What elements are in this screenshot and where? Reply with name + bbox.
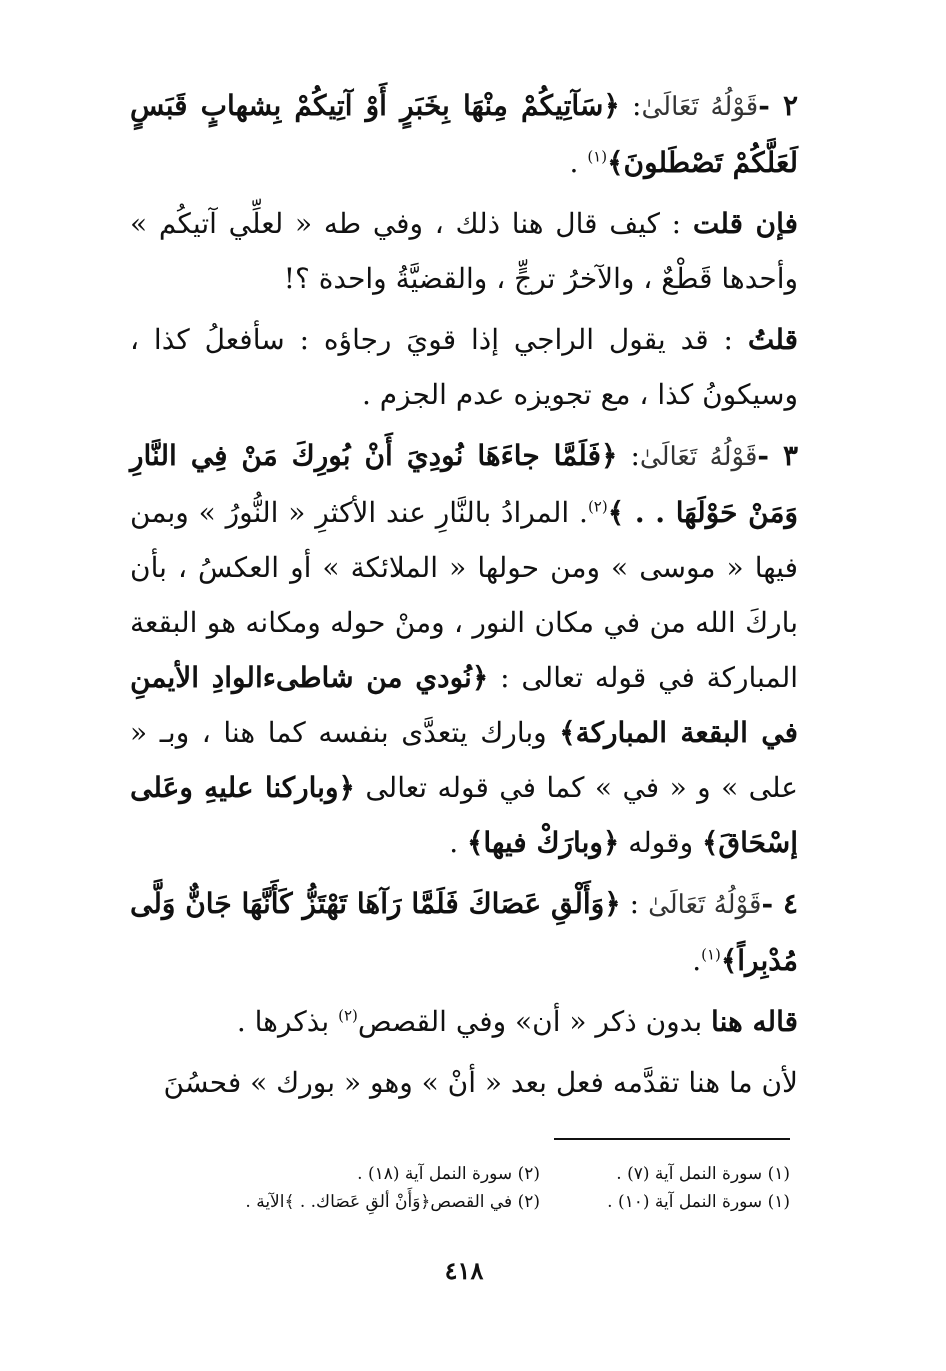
verse-formula: قَوْلُهُ تَعَالَىٰ <box>639 442 758 472</box>
sentence-end: . <box>449 826 468 859</box>
page-number: ٤١٨ <box>444 1256 484 1285</box>
item-number: ٢ - <box>758 89 798 122</box>
paragraph-explanation <box>130 994 798 1049</box>
question-text: : كيف قال هنا ذلك ، وفي طه « لعلِّي آتيكُم » وأحدها قَطْعٌ ، والآخرُ ترجٍّ ، والقضيَّةُ واحدة ؟! <box>130 207 798 295</box>
footnotes <box>150 1160 790 1216</box>
paragraph-reason <box>130 1055 798 1110</box>
verse-formula: قَوْلُهُ تَعَالَىٰ <box>648 890 762 920</box>
paragraph-question <box>130 196 798 306</box>
commentary-text: وبارك يتعدَّى بنفسه كما هنا ، وبـ « على » و « في » كما في قوله تعالى <box>130 716 798 804</box>
footnote-row <box>150 1188 790 1216</box>
colon: : <box>620 887 649 920</box>
footnote-ref: (١) <box>701 945 721 964</box>
answer-lead: قلتُ <box>747 323 798 356</box>
explanation-text: بدون ذكر « أن» وفي القصص <box>357 1005 712 1038</box>
paragraph-verse-3: ٣ -قَوْلُهُ تَعَالَىٰ: ﴿فَلَمَّا جاءَهَا نُودِيَ أَنْ بُورِكَ مَنْ فِي النَّارِ وَمَنْ حَوْلَهَا . . ﴾$^{(٢)}$. المرادُ بالنَّارِ عند الأكثرِ « النُّورُ » وبمن فيها « موسى » ومن حولها « الملائكة » أو العكسُ ، بأن باركَ الله من في مكان النور ، ومنْ حوله ومكانه هو البقعة المباركة في قوله تعالى : ﴿نُودي من شاطىءالوادِ الأيمنِ في البقعة المباركة﴾ وبارك يتعدَّى بنفسه كما هنا ، وبـ « على » و « في » كما في قوله تعالى ﴿وباركنا عليهِ وعَلى إسْحَاقَ﴾ وقوله ﴿وبارَكْ فيها﴾ . <box>130 439 799 859</box>
page-body <box>130 78 798 1308</box>
quran-verse: ﴿فَلَمَّا جاءَهَا نُودِيَ أَنْ بُورِكَ مَنْ فِي النَّارِ وَمَنْ حَوْلَهَا . . ﴾ <box>130 439 798 529</box>
question-lead: فإن قلت <box>692 207 799 240</box>
paragraph-answer <box>130 312 798 422</box>
answer-text: : قد يقول الراجي إذا قويَ رجاؤه : سأفعلُ كذا ، وسيكونُ كذا ، مع تجويزه عدم الجزم . <box>130 323 798 411</box>
footnote-item: (١) سورة النمل آية (١٠) . <box>607 1192 790 1212</box>
sentence-end: . <box>569 146 588 179</box>
quran-verse: ﴿وبارَكْ فيها﴾ <box>467 826 620 859</box>
paragraph-verse-4 <box>130 876 798 988</box>
footnote-ref: (٢) <box>587 497 608 516</box>
footnote-divider <box>554 1138 790 1140</box>
quran-verse: ﴿وباركنا عليهِ وعَلى إسْحَاقَ﴾ <box>130 771 798 859</box>
explanation-lead: قاله هنا <box>711 1005 798 1038</box>
quran-verse: ﴿سَآتِيكُمْ مِنْهَا بِخَبَرٍ أَوْ آتِيكُمْ بِشهابٍ قَبَسٍ لَعَلَّكُمْ تَصْطَلونَ﴾ <box>130 89 798 179</box>
item-number: ٣ - <box>757 439 799 472</box>
sentence-end: . <box>692 944 702 977</box>
footnote-ref: (٢) <box>338 1006 358 1025</box>
footnote-item: (٢) في القصص﴿وَأَنْ ألقِ عَصَاك. . ﴾الآية . <box>245 1192 540 1212</box>
verse-formula: قَوْلُهُ تَعَالَىٰ <box>641 92 759 122</box>
commentary-text: . المرادُ بالنَّارِ عند الأكثرِ « النُّورُ » وبمن فيها « موسى » ومن حولها « الملائكة » أو العكسُ ، بأن باركَ الله من في مكان النور ، ومنْ حوله ومكانه هو البقعة المباركة في قوله تعالى : <box>130 496 799 694</box>
quran-verse: ﴿وَأَلْقِ عَصَاكَ فَلَمَّا رَآهَا تَهْتَزُّ كَأَنَّهَا جَانٌّ وَلَّى مُدْبِراً﴾ <box>130 887 798 977</box>
commentary-text: وقوله <box>619 826 703 859</box>
footnote-ref: (١) <box>587 147 608 166</box>
paragraph-verse-2: ٢ -قَوْلُهُ تَعَالَىٰ: ﴿سَآتِيكُمْ مِنْهَا بِخَبَرٍ أَوْ آتِيكُمْ بِشهابٍ قَبَسٍ لَعَلَّكُمْ تَصْطَلونَ﴾$^{(١)}$ . <box>130 89 798 179</box>
quran-verse: ﴿نُودي من شاطىءالوادِ الأيمنِ في البقعة المباركة﴾ <box>130 661 798 749</box>
reason-text: لأن ما هنا تقدَّمه فعل بعد « أنْ » وهو « بورك » فحسُنَ <box>163 1066 798 1099</box>
footnote-item: (١) سورة النمل آية (٧) . <box>616 1164 790 1184</box>
explanation-end: بذكرها . <box>236 1005 339 1038</box>
item-number: ٤ - <box>761 887 798 920</box>
footnote-item: (٢) سورة النمل آية (١٨) . <box>357 1164 540 1184</box>
footnote-row <box>150 1160 790 1188</box>
